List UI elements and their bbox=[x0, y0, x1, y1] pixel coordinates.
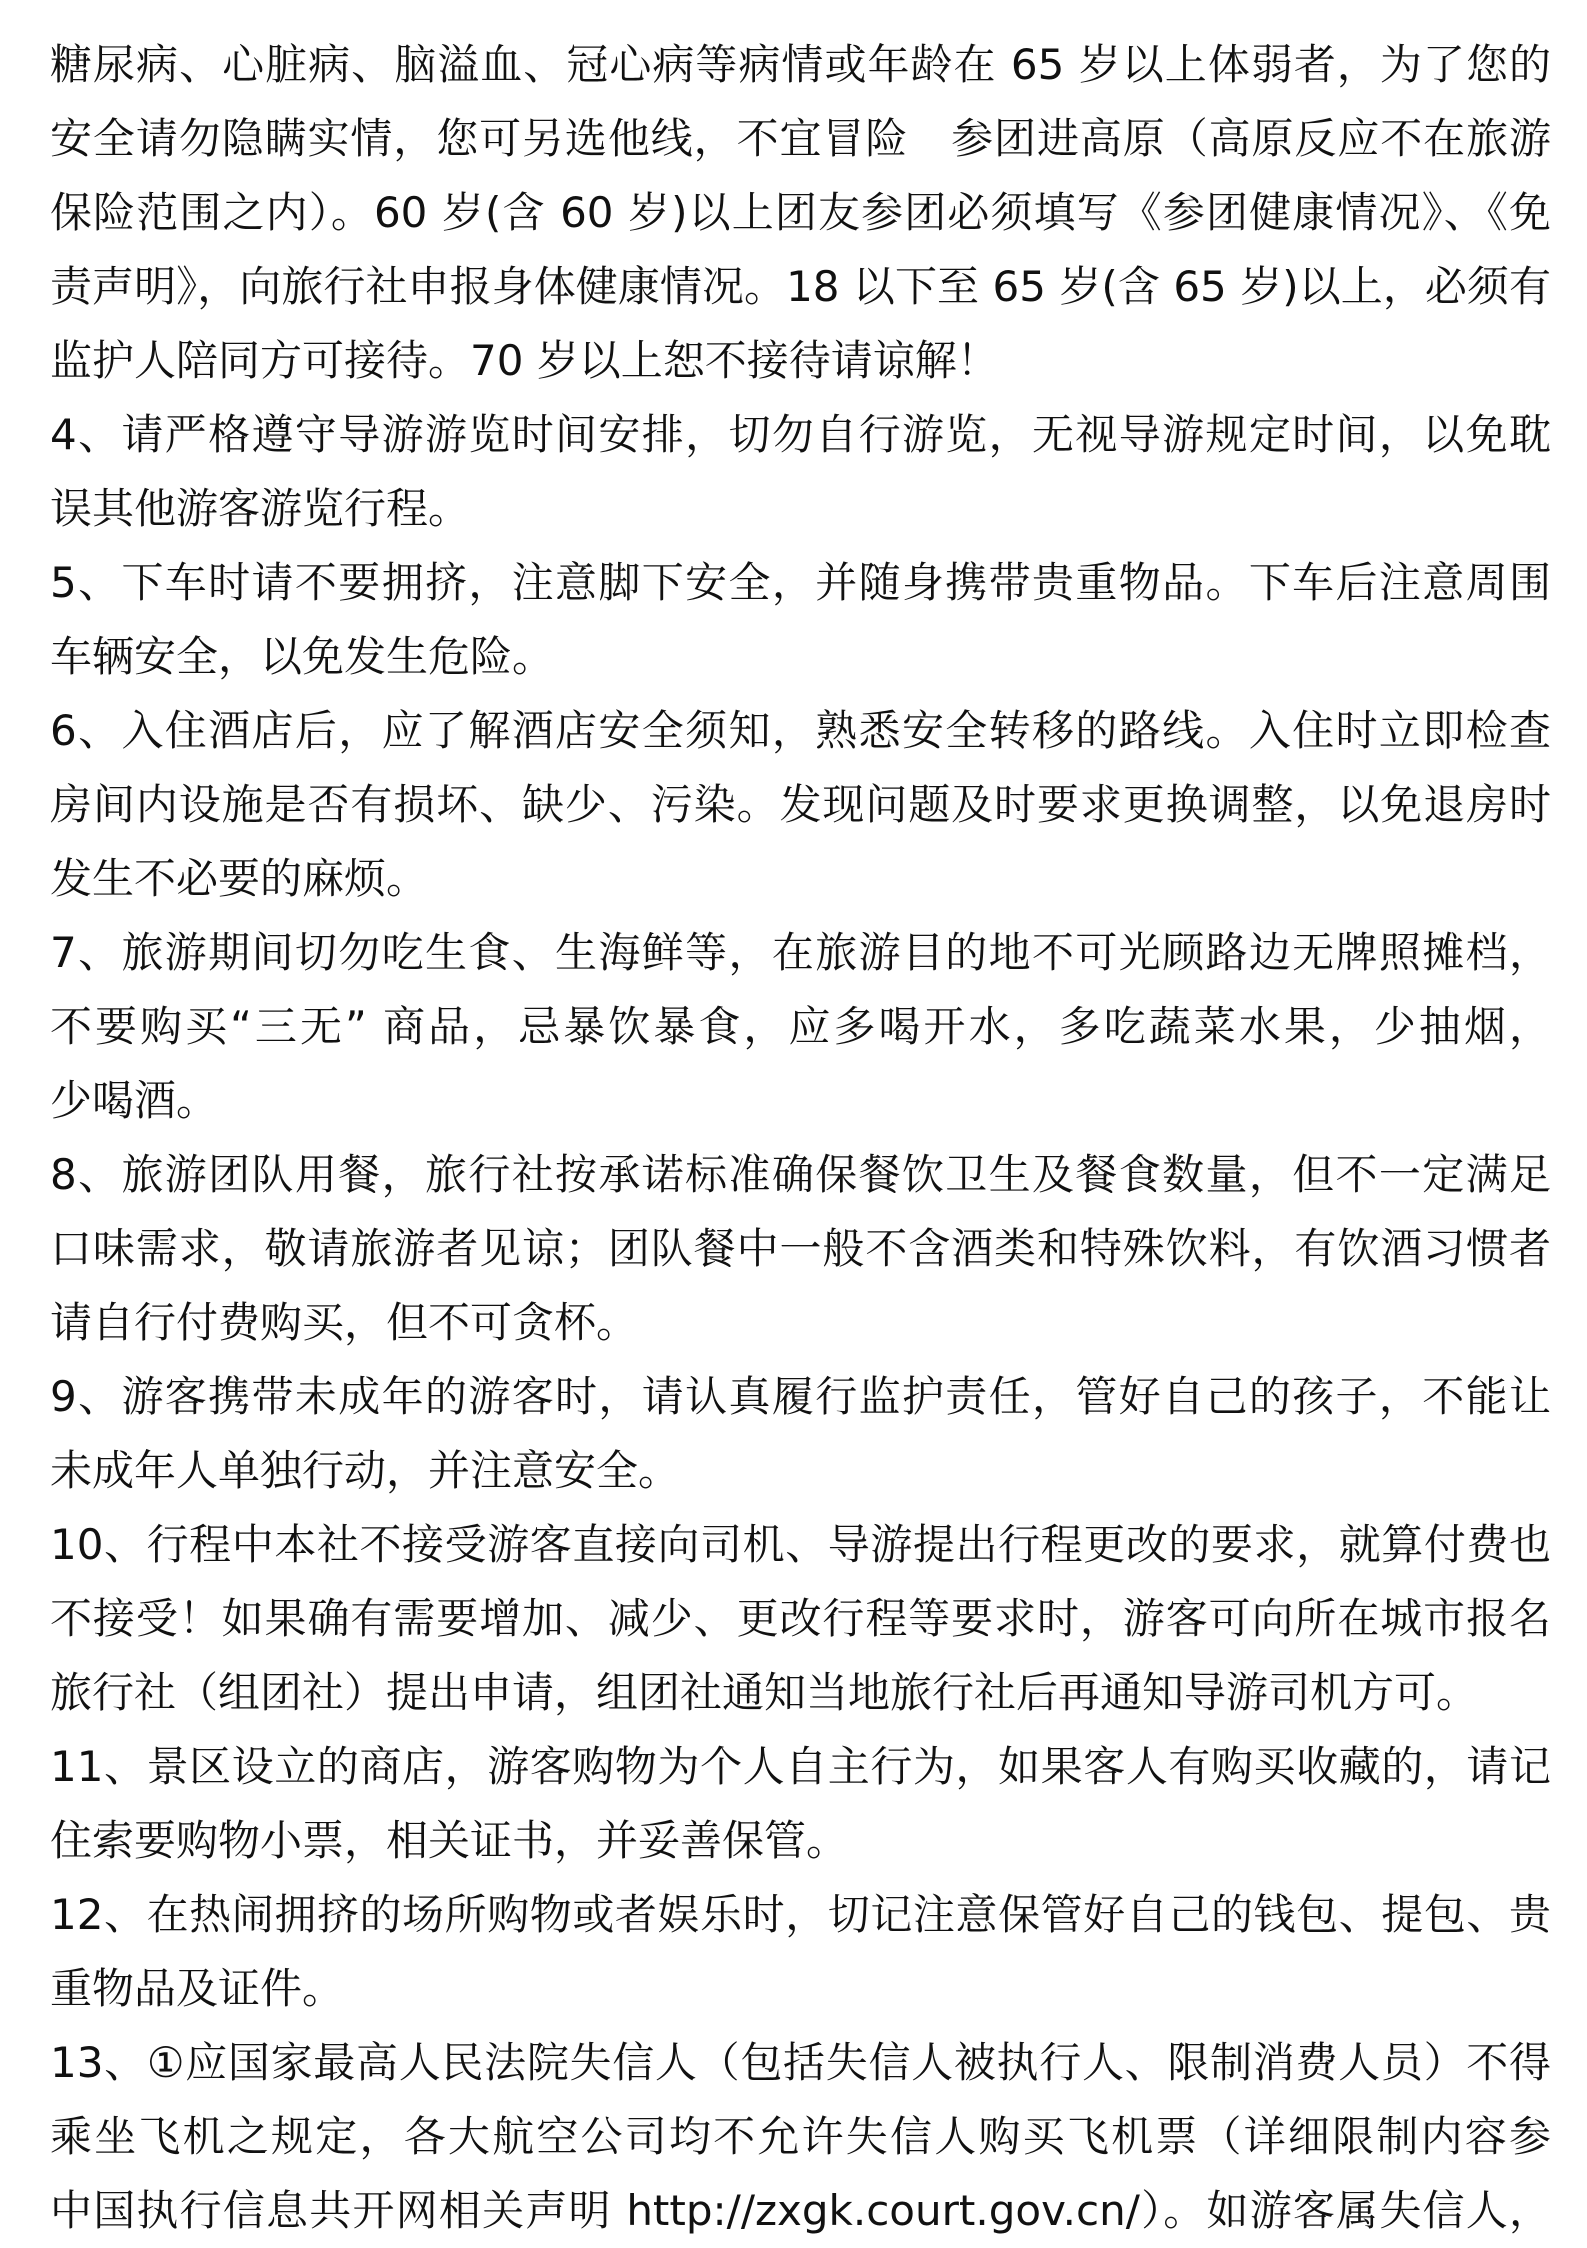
text-line: 监护人陪同方可接待。70 岁以上恕不接待请谅解！ bbox=[50, 336, 999, 385]
text-line: 保险范围之内）。60 岁(含 60 岁)以上团友参团必须填写《参团健康情况》、《免 bbox=[50, 188, 1551, 237]
text-line: 少喝酒。 bbox=[50, 1076, 219, 1125]
text-line: 7、旅游期间切勿吃生食、生海鲜等，在旅游目的地不可光顾路边无牌照摊档， bbox=[50, 928, 1551, 977]
text-line: 糖尿病、心脏病、脑溢血、冠心病等病情或年龄在 65 岁以上体弱者，为了您的 bbox=[50, 40, 1551, 89]
paragraph bbox=[50, 1138, 1551, 1360]
text-line: 5、下车时请不要拥挤，注意脚下安全，并随身携带贵重物品。下车后注意周围 bbox=[50, 558, 1551, 607]
text-line: 10、行程中本社不接受游客直接向司机、导游提出行程更改的要求，就算付费也 bbox=[50, 1520, 1551, 1569]
text-line: 9、游客携带未成年的游客时，请认真履行监护责任，管好自己的孩子，不能让 bbox=[50, 1372, 1551, 1421]
text-line: 责声明》，向旅行社申报身体健康情况。18 以下至 65 岁(含 65 岁)以上，必须有 bbox=[50, 262, 1551, 311]
text-line: 误其他游客游览行程。 bbox=[50, 484, 471, 533]
paragraph bbox=[50, 398, 1551, 546]
paragraph bbox=[50, 1878, 1551, 2026]
text-line: 中国执行信息共开网相关声明 http://zxgk.court.gov.cn/）。如游客属失信人， bbox=[50, 2186, 1551, 2235]
text-line: 口味需求，敬请旅游者见谅；团队餐中一般不含酒类和特殊饮料，有饮酒习惯者 bbox=[50, 1224, 1551, 1273]
text-line: 4、请严格遵守导游游览时间安排，切勿自行游览，无视导游规定时间，以免耽 bbox=[50, 410, 1551, 459]
text-line: 旅行社（组团社）提出申请，组团社通知当地旅行社后再通知导游司机方可。 bbox=[50, 1668, 1479, 1717]
text-line: 重物品及证件。 bbox=[50, 1964, 345, 2013]
text-line: 11、景区设立的商店，游客购物为个人自主行为，如果客人有购买收藏的，请记 bbox=[50, 1742, 1551, 1791]
paragraph bbox=[50, 916, 1551, 1138]
paragraph bbox=[50, 2026, 1551, 2248]
paragraph bbox=[50, 1730, 1551, 1878]
text-line: 8、旅游团队用餐，旅行社按承诺标准确保餐饮卫生及餐食数量，但不一定满足 bbox=[50, 1150, 1551, 1199]
text-line: 车辆安全，以免发生危险。 bbox=[50, 632, 555, 681]
text-line: 住索要购物小票，相关证书，并妥善保管。 bbox=[50, 1816, 849, 1865]
paragraph bbox=[50, 1360, 1551, 1508]
text-line: 乘坐飞机之规定，各大航空公司均不允许失信人购买飞机票（详细限制内容参 bbox=[50, 2112, 1551, 2161]
paragraph bbox=[50, 1508, 1551, 1730]
text-line: 6、入住酒店后，应了解酒店安全须知，熟悉安全转移的路线。入住时立即检查 bbox=[50, 706, 1551, 755]
text-line: 安全请勿隐瞒实情，您可另选他线，不宜冒险 参团进高原（高原反应不在旅游 bbox=[50, 114, 1551, 163]
text-line: 13、①应国家最高人民法院失信人（包括失信人被执行人、限制消费人员）不得 bbox=[50, 2038, 1551, 2087]
text-line: 不接受！如果确有需要增加、减少、更改行程等要求时，游客可向所在城市报名 bbox=[50, 1594, 1551, 1643]
text-line: 发生不必要的麻烦。 bbox=[50, 854, 429, 903]
text-line: 房间内设施是否有损坏、缺少、污染。发现问题及时要求更换调整，以免退房时 bbox=[50, 780, 1551, 829]
paragraph bbox=[50, 28, 1551, 398]
paragraph bbox=[50, 694, 1551, 916]
text-line: 12、在热闹拥挤的场所购物或者娱乐时，切记注意保管好自己的钱包、提包、贵 bbox=[50, 1890, 1551, 1939]
text-line: 请自行付费购买，但不可贪杯。 bbox=[50, 1298, 639, 1347]
text-line: 未成年人单独行动，并注意安全。 bbox=[50, 1446, 681, 1495]
paragraph bbox=[50, 546, 1551, 694]
text-line: 不要购买“三无” 商品，忌暴饮暴食，应多喝开水，多吃蔬菜水果，少抽烟， bbox=[50, 1002, 1551, 1051]
